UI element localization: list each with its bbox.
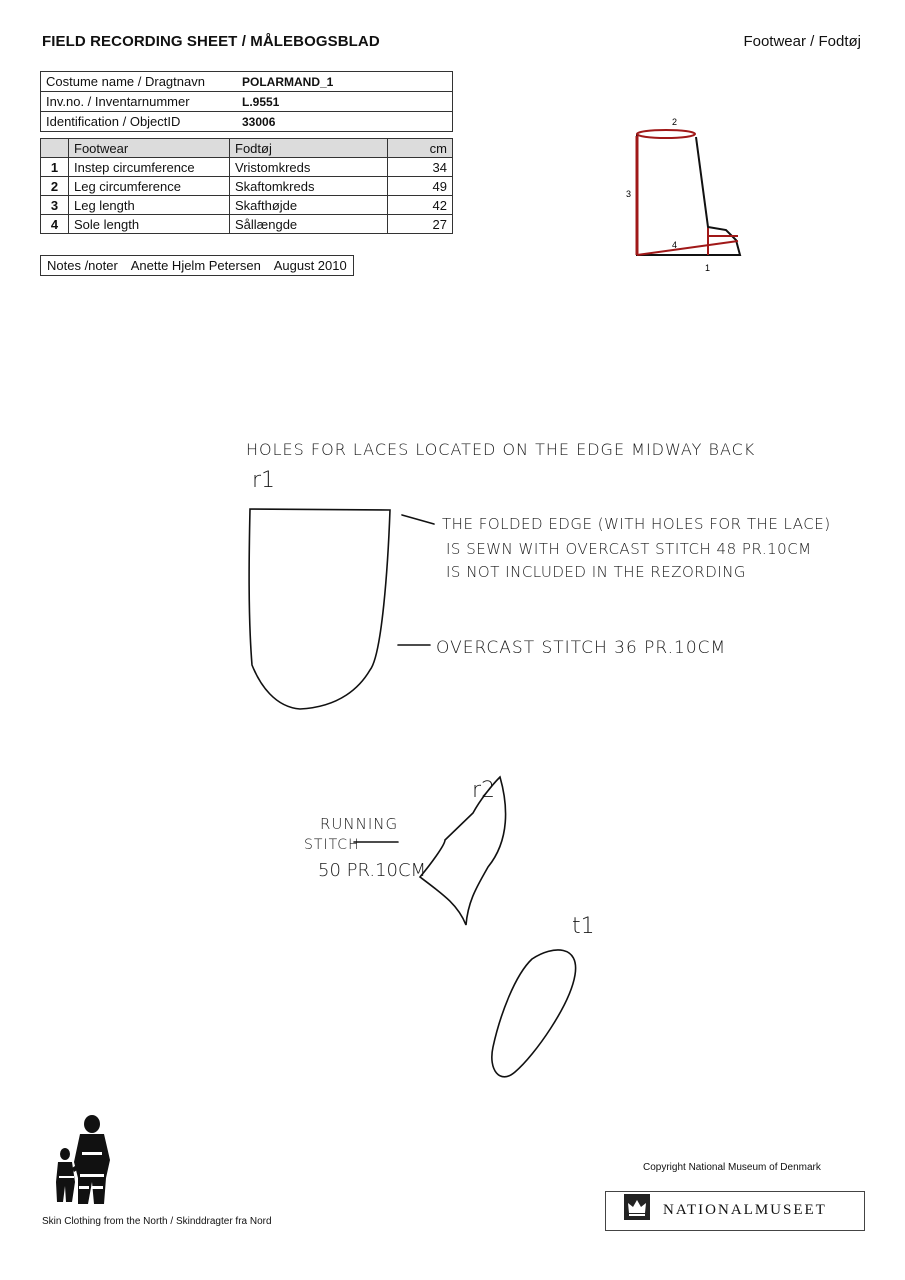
inuit-figures-logo (48, 1112, 120, 1210)
copyright-notice: Copyright National Museum of Denmark (643, 1162, 821, 1173)
measurement-table (40, 138, 453, 234)
note-overcast-stitch: OVERCAST STITCH 36 PR.10CM (436, 638, 727, 658)
row-label-en: Instep circumference (69, 158, 230, 177)
note-running-3: 50 PR.10CM (318, 860, 427, 881)
table-row (41, 196, 453, 215)
note-folded-edge-1: THE FOLDED EDGE (WITH HOLES FOR THE LACE) (442, 515, 831, 533)
header-unit: cm (388, 139, 453, 158)
notes-box (40, 255, 354, 276)
diagram-label-2: 2 (672, 117, 678, 127)
pattern-sketch (230, 495, 840, 1095)
row-value-cm: 49 (388, 177, 453, 196)
footer-caption: Skin Clothing from the North / Skinddragter fra Nord (42, 1216, 272, 1227)
sheet-category: Footwear / Fodtøj (743, 33, 861, 50)
pattern-piece-t1 (492, 950, 576, 1077)
row-label-en: Sole length (69, 215, 230, 234)
notes-label: Notes /noter (47, 258, 118, 273)
table-row (41, 177, 453, 196)
header-footwear: Footwear (69, 139, 230, 158)
row-value-cm: 42 (388, 196, 453, 215)
object-id-value: 33006 (237, 112, 453, 132)
row-number: 2 (41, 177, 69, 196)
object-id-label: Identification / ObjectID (41, 112, 238, 132)
row-label-da: Skafthøjde (230, 196, 388, 215)
piece-label-t1: t1 (572, 914, 595, 939)
diagram-label-3: 3 (626, 189, 632, 199)
leg-circumference-mark (637, 130, 695, 138)
table-row (41, 158, 453, 177)
table-row (41, 72, 453, 92)
leader-line (402, 515, 434, 524)
notes-author: Anette Hjelm Petersen (130, 258, 261, 273)
boot-diagram (620, 112, 750, 277)
piece-label-r2: r2 (472, 778, 496, 803)
table-row (41, 112, 453, 132)
table-header-row (41, 139, 453, 158)
note-running-1: RUNNING (320, 815, 399, 833)
pattern-piece-r2 (420, 777, 506, 925)
museum-name: NATIONALMUSEET (663, 1202, 827, 1218)
costume-info-table (40, 71, 453, 132)
costume-name-value: POLARMAND_1 (237, 72, 453, 92)
row-number: 4 (41, 215, 69, 234)
header-fodtoj: Fodtøj (230, 139, 388, 158)
row-label-da: Skaftomkreds (230, 177, 388, 196)
crown-icon (624, 1194, 650, 1220)
inventory-number-value: L.9551 (237, 92, 453, 112)
row-number: 3 (41, 196, 69, 215)
inventory-number-label: Inv.no. / Inventarnummer (41, 92, 238, 112)
table-row (41, 92, 453, 112)
note-folded-edge-3: IS NOT INCLUDED IN THE REZORDING (446, 563, 747, 581)
row-value-cm: 34 (388, 158, 453, 177)
pattern-piece-r1 (249, 509, 390, 709)
row-number: 1 (41, 158, 69, 177)
costume-name-label: Costume name / Dragtnavn (41, 72, 238, 92)
row-label-da: Sållængde (230, 215, 388, 234)
diagram-label-4: 4 (672, 240, 678, 250)
note-running-2: STITCH (304, 837, 360, 853)
row-label-en: Leg circumference (69, 177, 230, 196)
sole-length-mark (637, 241, 738, 255)
note-folded-edge-2: IS SEWN WITH OVERCAST STITCH 48 PR.10CM (446, 540, 812, 558)
table-row (41, 215, 453, 234)
notes-date: August 2010 (273, 258, 347, 273)
row-label-da: Vristomkreds (230, 158, 388, 177)
diagram-label-1: 1 (705, 263, 711, 273)
sheet-title: FIELD RECORDING SHEET / MÅLEBOGSBLAD (42, 33, 380, 50)
row-value-cm: 27 (388, 215, 453, 234)
sketch-heading: HOLES FOR LACES LOCATED ON THE EDGE MIDWAY BACK (246, 440, 756, 459)
piece-label-r1: r1 (252, 468, 276, 493)
row-label-en: Leg length (69, 196, 230, 215)
